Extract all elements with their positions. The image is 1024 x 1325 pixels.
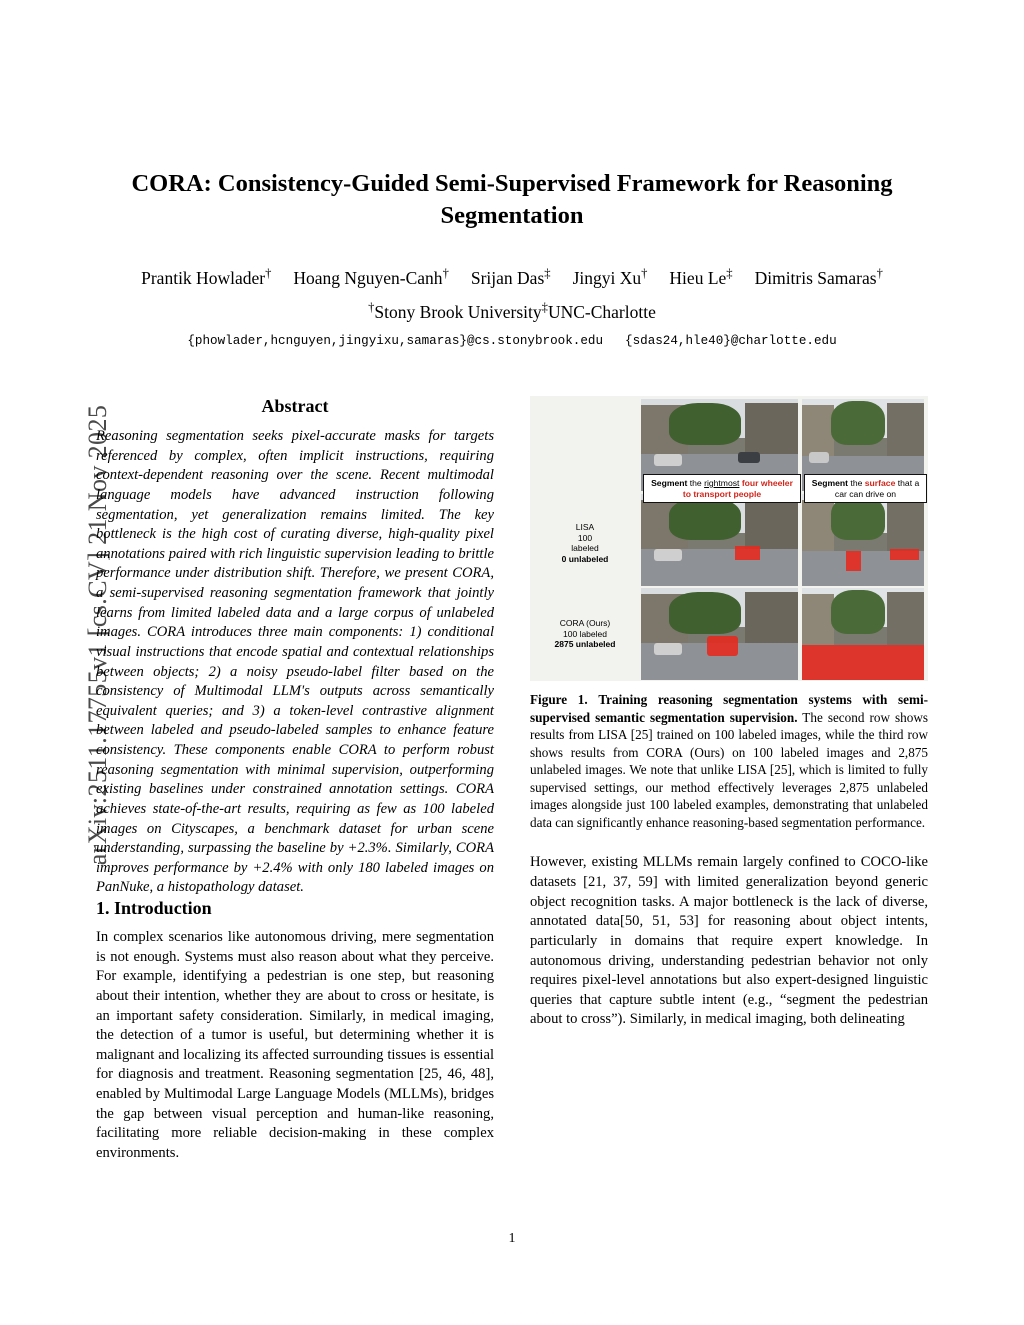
- figure-panel-cora-left: [641, 588, 798, 680]
- email-primary: {phowlader,hcnguyen,jingyixu,samaras}@cs.stonybrook.edu: [187, 334, 604, 348]
- page-number: 1: [508, 1231, 516, 1246]
- figure-panel-cora-right: [802, 588, 924, 680]
- figure-panel-lisa-left: [641, 494, 798, 586]
- figure-prompt-right: Segment the surface that a car can drive on: [804, 474, 927, 503]
- figure-1-caption: [530, 691, 928, 831]
- introduction-paragraph-1: In complex scenarios like autonomous driving, mere segmentation is not enough. Systems must also reason about what they perceive. For example, identifying a pedestrian is one step, but reasoning about their intention, whether they are about to cross or hesitate, is an important safety consideration. Similarly, in medical imaging, the detection of a tumor is useful, but determining whether it is malignant and localizing its affected surrounding tissues is essential for diagnosis and treatment. Reasoning segmentation [25, 46, 48], enabled by Multimodal Large Language Models (MLLMs), bridges the gap between visual perception and human-like reasoning, facilitating more reliable decision-making in these complex environments.: [96, 929, 494, 1161]
- figure-caption-bold: Training reasoning segmentation systems with semi-supervised semantic segmentation supervision.: [530, 692, 928, 725]
- author-5: Dimitris Samaras†: [754, 266, 883, 288]
- abstract-text: Reasoning segmentation seeks pixel-accurate masks for targets referenced by complex, often implicit instructions, requiring context-dependent reasoning over the scene. Recent multimodal language models have advanced instruction following segmentation, yet generalization remains limited. The key bottleneck is the high cost of curating diverse, high-quality pixel annotations paired with rich linguistic supervision leading to brittle performance under distribution shift. Therefore, we present CORA, a semi-supervised reasoning segmentation framework that jointly learns from limited labeled data and a large corpus of unlabeled images. CORA introduces three main components: 1) conditional visual instructions that encode spatial and contextual relationships between objects; 2) a noisy pseudo-label filter based on the consistency of Multimodal LLM's outputs across semantically equivalent queries; and 3) a token-level contrastive alignment between labeled and pseudo-labeled samples to enhance feature consistency. These components enable CORA to perform robust reasoning segmentation with minimal supervision, outperforming existing baselines under constrained annotation settings. CORA achieves state-of-the-art results, requiring as few as 100 labeled images on Cityscapes, a benchmark dataset for urban scene understanding, surpassing the baseline by +2.3%. Similarly, CORA improves performance by +2.4% with only 180 labeled images on PanNuke, a histopathology dataset.: [96, 428, 494, 896]
- figure-1-image: [530, 396, 928, 681]
- introduction-paragraph-2: However, existing MLLMs remain largely confined to COCO-like datasets [21, 37, 59] with limited generalization beyond generic object recognition tasks. A major bottleneck is the lack of diverse, annotated data[50, 51, 53] for reasoning about object intents, particularly in domains that require expert knowledge. In autonomous driving, understanding pedestrian behavior not only requires pixel-level annotations but also expert-designed linguistic queries that capture subtle intent (e.g., “segment the pedestrian about to cross”). Similarly, in medical imaging, both delineating: [530, 854, 928, 1028]
- author-list: [96, 264, 928, 291]
- introduction-heading: 1. Introduction: [96, 898, 212, 918]
- author-0: Prantik Howlader†: [141, 266, 272, 288]
- abstract-heading: Abstract: [261, 396, 329, 416]
- figure-prompt-left: Segment the rightmost four wheeler to transport people: [643, 474, 801, 503]
- author-4: Hieu Le‡: [669, 266, 733, 288]
- figure-caption-rest: The second row shows results from LISA [25] trained on 100 labeled images, while the third row shows results from CORA (Ours) on 100 labeled images and 2,875 unlabeled images. We note that unlike LISA [25], which is limited to fully supervised settings, our method effectively leverages 2,875 unlabeled images alongside just 100 labeled examples, demonstrating that unlabeled data can significantly enhance reasoning-based segmentation performance.: [530, 709, 928, 830]
- email-secondary: {sdas24,hle40}@charlotte.edu: [625, 334, 837, 348]
- author-2: Srijan Das‡: [470, 266, 551, 288]
- author-3: Jingyi Xu†: [572, 266, 648, 288]
- figure-label: Figure 1.: [530, 692, 588, 707]
- figure-1: [530, 396, 928, 831]
- page-title: CORA: Consistency-Guided Semi-Supervised Framework for Reasoning Segmentation: [131, 170, 893, 230]
- figure-row-label-cora: CORA (Ours) 100 labeled 2875 unlabeled: [554, 618, 616, 650]
- email-list: [96, 334, 928, 348]
- arxiv-stamp: arXiv:2511.17755v1 [cs.CV] 21 Nov 2025: [83, 404, 112, 866]
- affiliation-list: †Stony Brook University‡UNC-Charlotte: [368, 300, 656, 322]
- figure-row-label-lisa: LISA 100 labeled 0 unlabeled: [561, 522, 609, 564]
- author-1: Hoang Nguyen-Canh†: [293, 266, 449, 288]
- left-column: [96, 396, 494, 1164]
- figure-panel-lisa-right: [802, 494, 924, 586]
- right-column: [530, 396, 928, 1030]
